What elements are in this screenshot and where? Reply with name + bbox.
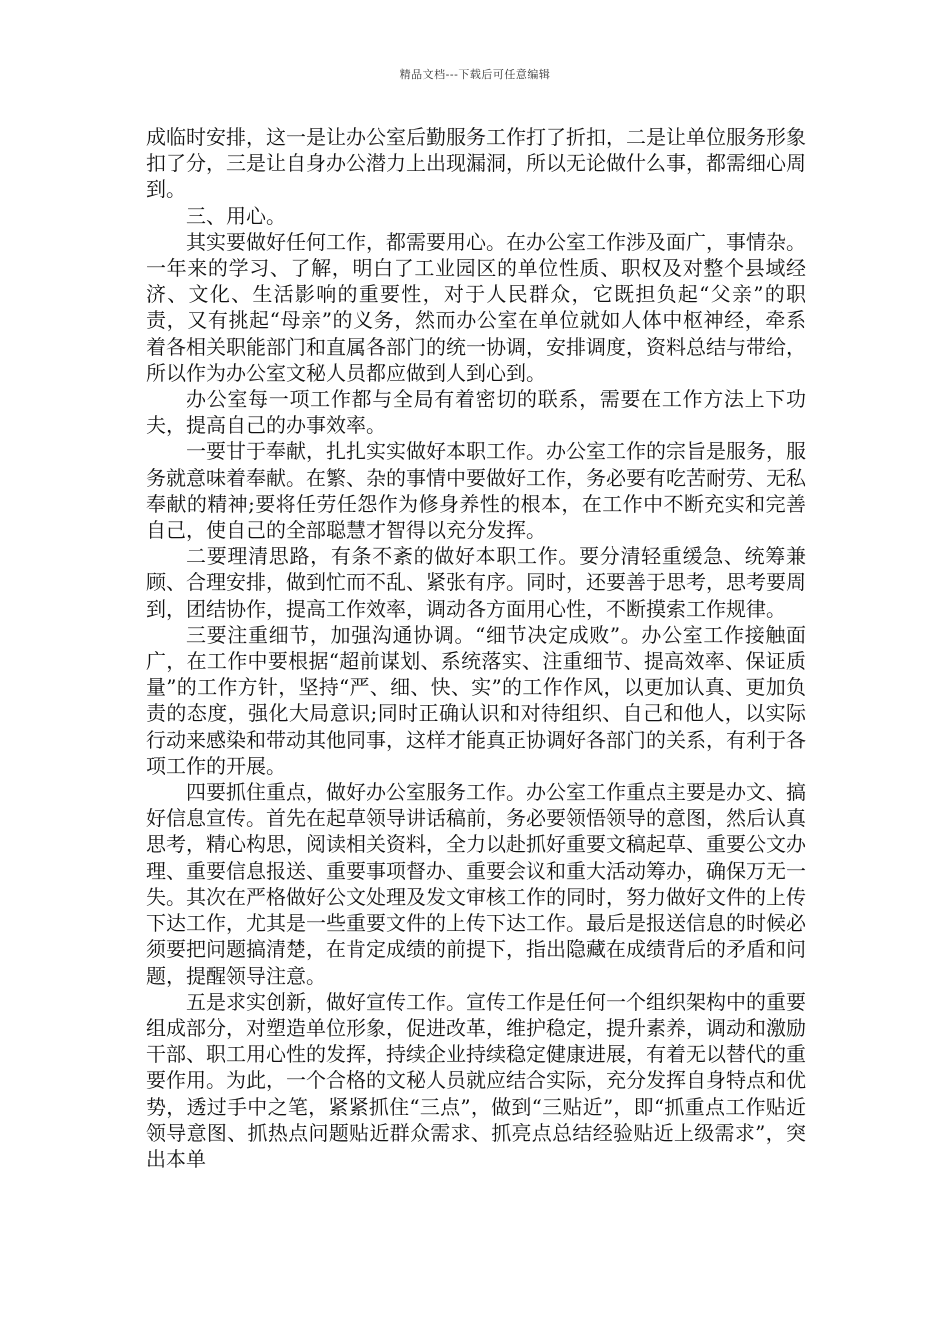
- paragraph-continuation: 成临时安排，这一是让办公室后勤服务工作打了折扣，二是让单位服务形象扣了分，三是让自身办公潜力上出现漏洞，所以无论做什么事，都需细心周到。: [146, 125, 806, 202]
- paragraph: 其实要做好任何工作，都需要用心。在办公室工作涉及面广，事情杂。一年来的学习、了解，明白了工业园区的单位性质、职权及对整个县域经济、文化、生活影响的重要性，对于人民群众，它既担负起“父亲”的职责，又有挑起“母亲”的义务，然而办公室在单位就如人体中枢神经，牵系着各相关职能部门和直属各部门的统一协调，安排调度，资料总结与带给，所以作为办公室文秘人员都应做到人到心到。: [146, 229, 806, 385]
- document-body: [146, 124, 806, 1172]
- page-header: 精品文档---下载后可任意编辑: [399, 68, 551, 81]
- paragraph: 办公室每一项工作都与全局有着密切的联系，需要在工作方法上下功夫，提高自己的办事效率。: [146, 387, 806, 438]
- paragraph: 三要注重细节，加强沟通协调。“细节决定成败”。办公室工作接触面广，在工作中要根据“超前谋划、系统落实、注重细节、提高效率、保证质量”的工作方针，坚持“严、细、快、实”的工作作风，以更加认真、更加负责的态度，强化大局意识;同时正确认识和对待组织、自己和他人，以实际行动来感染和带动其他同事，这样才能真正协调好各部门的关系，有利于各项工作的开展。: [146, 622, 806, 778]
- paragraph: 一要甘于奉献，扎扎实实做好本职工作。办公室工作的宗旨是服务，服务就意味着奉献。在繁、杂的事情中要做好工作，务必要有吃苦耐劳、无私奉献的精神;要将任劳任怨作为修身养性的根本，在工作中不断充实和完善自己，使自己的全部聪慧才智得以充分发挥。: [146, 439, 806, 543]
- section-heading: 三、用心。: [186, 203, 286, 228]
- paragraph: 四要抓住重点，做好办公室服务工作。办公室工作重点主要是办文、搞好信息宣传。首先在起草领导讲话稿前，务必要领悟领导的意图，然后认真思考，精心构思，阅读相关资料，全力以赴抓好重要文稿起草、重要公文办理、重要信息报送、重要事项督办、重要会议和重大活动筹办，确保万无一失。其次在严格做好公文处理及发文审核工作的同时，努力做好文件的上传下达工作，尤其是一些重要文件的上传下达工作。最后是报送信息的时候必须要把问题搞清楚，在肯定成绩的前提下，指出隐藏在成绩背后的矛盾和问题，提醒领导注意。: [146, 780, 806, 988]
- paragraph: 五是求实创新，做好宣传工作。宣传工作是任何一个组织架构中的重要组成部分，对塑造单位形象，促进改革，维护稳定，提升素养，调动和激励干部、职工用心性的发挥，持续企业持续稳定健康进展，有着无以替代的重要作用。为此，一个合格的文秘人员就应结合实际，充分发挥自身特点和优势，透过手中之笔，紧紧抓住“三点”，做到“三贴近”，即“抓重点工作贴近领导意图、抓热点问题贴近群众需求、抓亮点总结经验贴近上级需求”，突出本单: [146, 989, 806, 1171]
- paragraph: 二要理清思路，有条不紊的做好本职工作。要分清轻重缓急、统筹兼顾、合理安排，做到忙而不乱、紧张有序。同时，还要善于思考，思考要周到，团结协作，提高工作效率，调动各方面用心性，不断摸索工作规律。: [146, 544, 806, 621]
